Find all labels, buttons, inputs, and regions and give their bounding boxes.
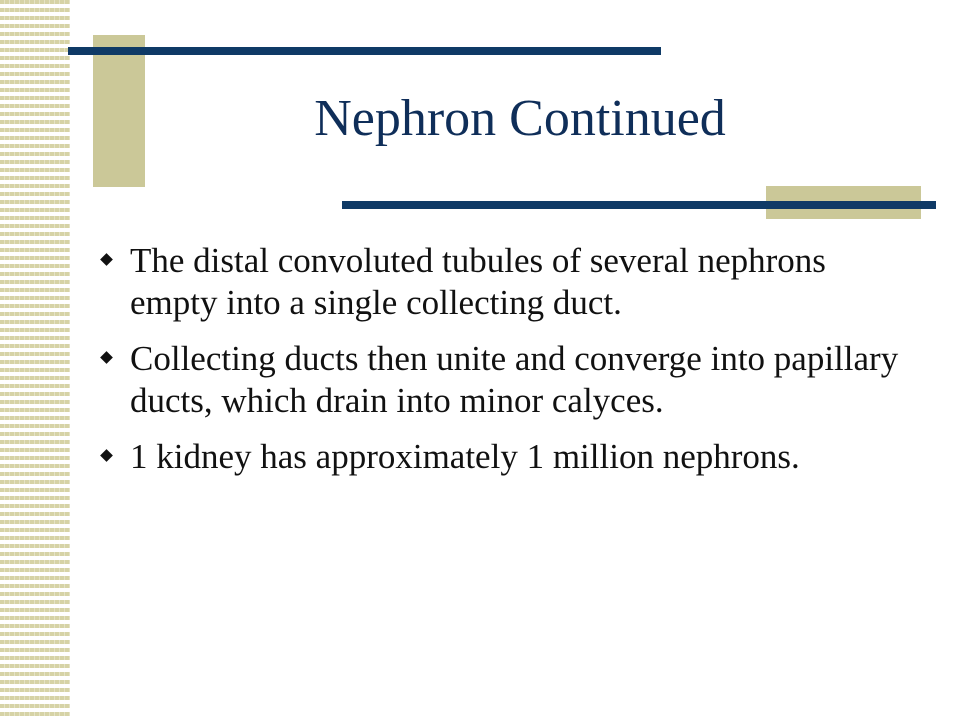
bullet-item <box>100 240 920 324</box>
diamond-bullet-icon <box>100 449 113 462</box>
bullet-text: Collecting ducts then unite and converge into papillary ducts, which drain into minor calyces. <box>130 339 899 420</box>
bullet-text: 1 kidney has approximately 1 million nephrons. <box>130 437 800 476</box>
bullet-text: The distal convoluted tubules of several nephrons empty into a single collecting duct. <box>130 241 826 322</box>
diamond-bullet-icon <box>100 253 113 266</box>
bullet-item <box>100 436 920 478</box>
decorative-title-underline <box>342 201 936 209</box>
slide-title: Nephron Continued <box>314 90 726 147</box>
bullet-item <box>100 338 920 422</box>
decorative-olive-block <box>93 35 145 187</box>
decorative-stripes <box>0 0 70 720</box>
decorative-top-bar <box>68 47 661 55</box>
diamond-bullet-icon <box>100 351 113 364</box>
bullet-list <box>100 240 920 492</box>
